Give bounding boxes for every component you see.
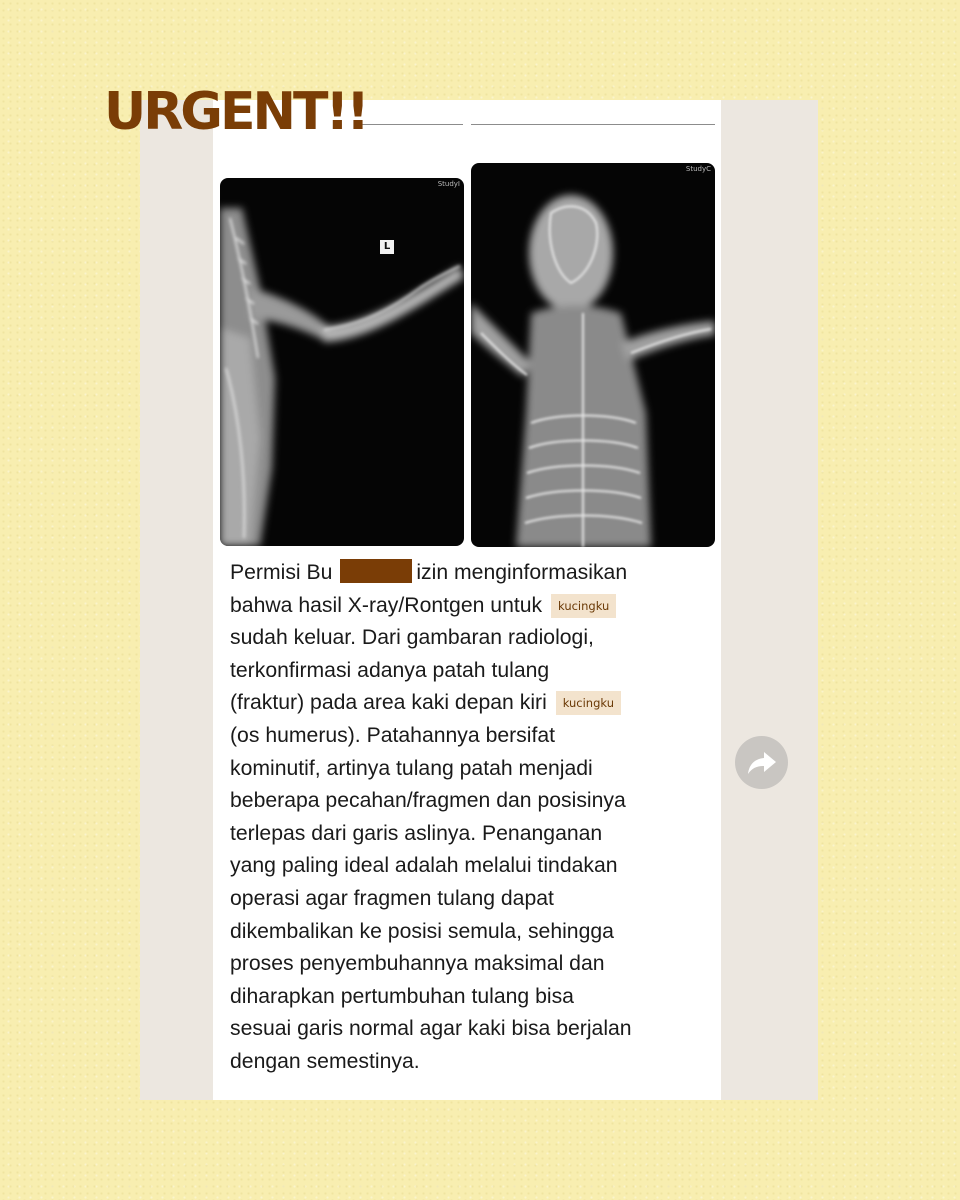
message-line: terlepas dari garis aslinya. Penanganan <box>230 821 603 845</box>
xray-lateral-graphic <box>220 178 464 546</box>
forward-button[interactable] <box>735 736 788 789</box>
redaction-block <box>340 559 412 583</box>
cat-name-tag: kucingku <box>556 691 621 715</box>
urgent-title: URGENT!! <box>104 82 367 142</box>
cat-name-tag: kucingku <box>551 594 616 618</box>
divider-left <box>357 124 463 125</box>
message-segment: bahwa hasil X-ray/Rontgen untuk <box>230 593 543 617</box>
message-line: yang paling ideal adalah melalui tindakan <box>230 854 618 878</box>
message-line: terkonfirmasi adanya patah tulang <box>230 658 550 682</box>
xray-ventrodorsal-image[interactable] <box>471 163 715 547</box>
message-line: (os humerus). Patahannya bersifat <box>230 723 556 747</box>
xray-ventrodorsal-graphic <box>471 163 715 547</box>
share-forward-icon <box>747 750 777 776</box>
message-line <box>230 557 710 590</box>
message-line: diharapkan pertumbuhan tulang bisa <box>230 984 574 1008</box>
message-line: operasi agar fragmen tulang dapat <box>230 886 554 910</box>
message-segment: izin menginformasikan <box>416 561 628 584</box>
xray-lateral-image[interactable] <box>220 178 464 546</box>
message-line: beberapa pecahan/fragmen dan posisinya <box>230 789 626 813</box>
side-marker-l: L <box>380 240 394 254</box>
message-line: sesuai garis normal agar kaki bisa berjalan <box>230 1017 632 1041</box>
message-line: proses penyembuhannya maksimal dan <box>230 952 605 976</box>
message-segment: (fraktur) pada area kaki depan kiri <box>230 691 547 715</box>
message-line: dikembalikan ke posisi semula, sehingga <box>230 919 614 943</box>
message-line <box>230 687 710 720</box>
xray-watermark: StudyC <box>685 165 711 173</box>
xray-watermark: StudyI <box>437 180 460 188</box>
message-line: dengan semestinya. <box>230 1049 420 1073</box>
message-line: kominutif, artinya tulang patah menjadi <box>230 756 593 780</box>
message-text <box>230 557 710 1079</box>
message-segment: Permisi Bu <box>230 561 333 584</box>
divider-right <box>471 124 715 125</box>
message-line <box>230 590 710 623</box>
message-line: sudah keluar. Dari gambaran radiologi, <box>230 626 594 650</box>
